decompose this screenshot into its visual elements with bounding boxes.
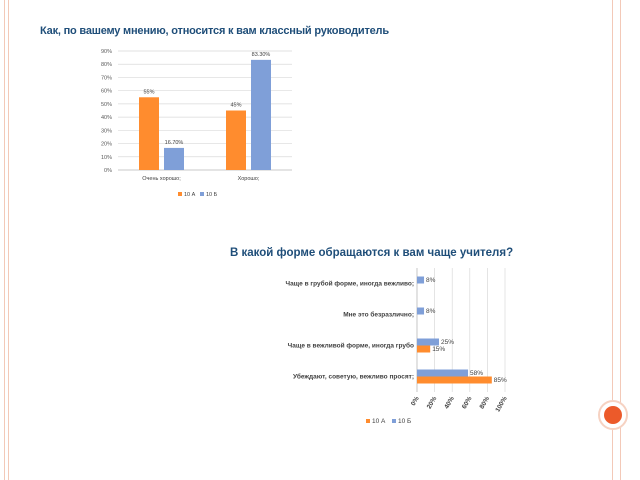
chart1-y-tick-label: 90%	[100, 49, 112, 55]
chart1-y-tick-label: 30%	[100, 128, 112, 135]
chart1-category-label: Очень хорошо;	[142, 176, 181, 182]
chart1-y-tick-label: 10%	[100, 154, 112, 161]
chart2-data-label: 8%	[426, 308, 436, 315]
chart2-bar	[417, 339, 439, 346]
chart2-category-label: Убеждают, советую, вежливо просят;	[292, 373, 414, 381]
chart1-y-tick-label: 60%	[100, 88, 112, 95]
chart2-data-label: 25%	[441, 339, 455, 346]
chart1-y-tick-label: 70%	[100, 75, 112, 82]
chart1-y-tick-label: 80%	[100, 62, 112, 69]
chart2-x-tick-label: 80%	[478, 395, 492, 411]
chart2-data-label: 8%	[426, 277, 436, 284]
chart1-y-tick-label: 50%	[100, 101, 112, 108]
chart2-bar	[417, 370, 468, 377]
chart2-title: В какой форме обращаются к вам чаще учителя?	[230, 247, 514, 259]
chart1-category-label: Хорошо;	[237, 176, 260, 182]
chart2-x-tick-label: 0%	[409, 395, 421, 408]
chart1-legend-label: 10 А	[184, 192, 196, 198]
chart2-legend-label: 10 А	[372, 418, 386, 425]
chart2-data-label: 15%	[432, 346, 446, 353]
chart2-x-tick-label: 60%	[460, 395, 474, 411]
chart1-title: Как, по вашему мнению, относится к вам классный руководитель	[40, 25, 389, 37]
chart1-y-tick-label: 20%	[100, 141, 112, 148]
chart1-y-tick-label: 40%	[100, 115, 112, 122]
chart2-bar	[417, 377, 492, 384]
chart1-legend-label: 10 Б	[206, 192, 218, 198]
chart1-data-label: 16.70%	[164, 139, 184, 146]
chart1-data-label: 55%	[143, 89, 155, 96]
chart2-bar	[417, 277, 424, 284]
chart2-bar	[417, 346, 430, 353]
chart2-category-label: Мне это безразлично;	[343, 311, 414, 319]
chart1-data-label: 83.30%	[251, 51, 271, 58]
chart2-category-label: Чаще в грубой форме, иногда вежливо;	[285, 280, 414, 288]
chart2-data-label: 58%	[470, 370, 484, 377]
chart2-data-label: 85%	[493, 377, 507, 384]
chart2-legend-swatch	[392, 419, 396, 423]
chart2-category-label: Чаще в вежливой форме, иногда грубо	[287, 342, 414, 350]
chart2-x-tick-label: 40%	[443, 395, 456, 411]
chart1-data-label: 45%	[230, 102, 242, 109]
chart2-x-tick-label: 20%	[425, 395, 439, 411]
chart2-x-tick-label: 100%	[494, 395, 509, 414]
chart1-y-tick-label: 0%	[104, 168, 112, 174]
chart2-legend-swatch	[366, 419, 370, 423]
chart2-legend-label: 10 Б	[398, 418, 412, 425]
chart2-bar	[417, 308, 424, 315]
